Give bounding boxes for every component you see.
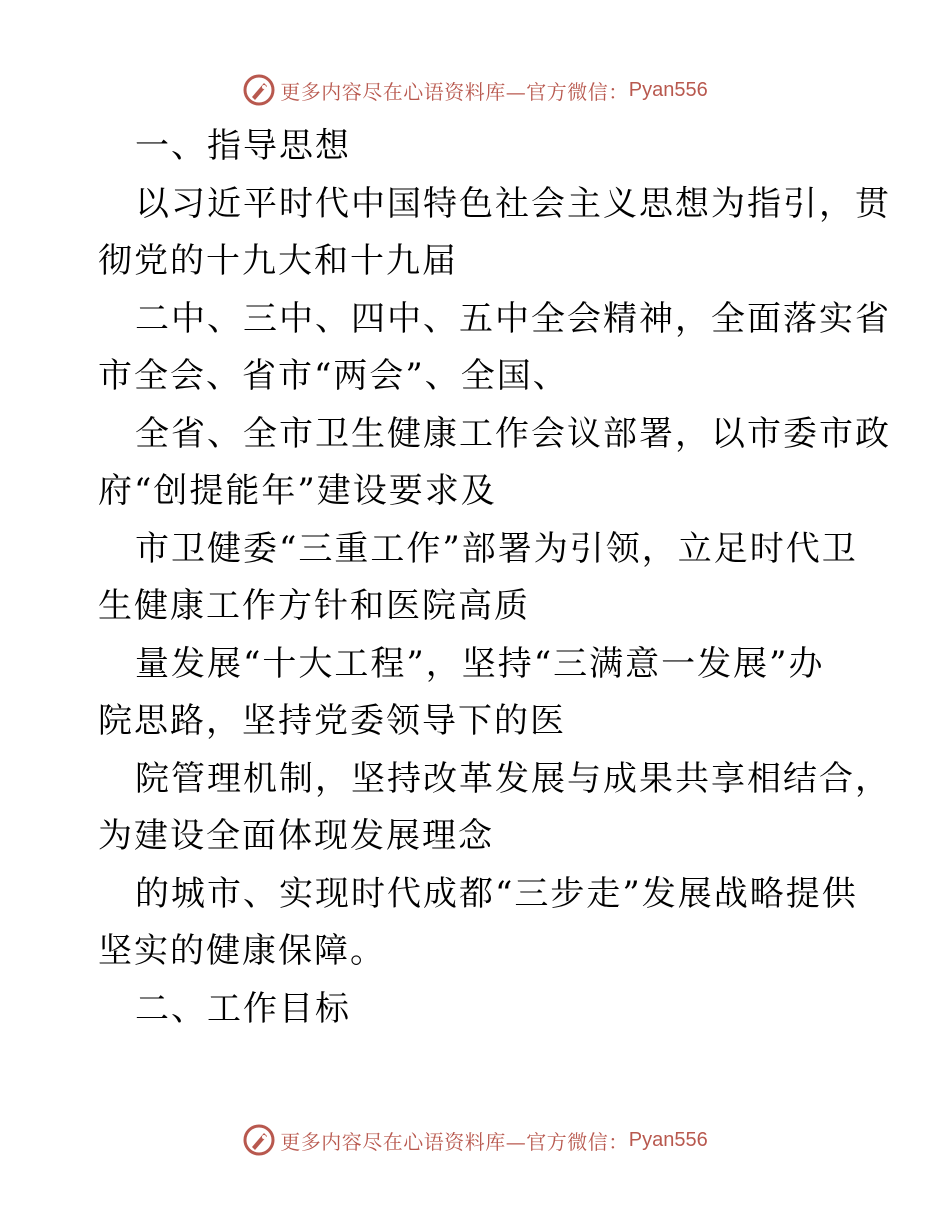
paragraph-line: 府“创提能年”建设要求及 [98,471,497,511]
paragraph-line: 以习近平时代中国特色社会主义思想为指引，贯 [135,183,891,224]
paragraph-line: 院管理机制，坚持改革发展与成果共享相结合， [135,758,891,799]
paragraph-line: 量发展“十大工程”，坚持“三满意一发展”办 [135,643,825,684]
paragraph-line: 生健康工作方针和医院高质 [98,586,530,626]
paragraph-line: 院思路，坚持党委领导下的医 [98,701,566,741]
paragraph-line: 为建设全面体现发展理念 [98,816,494,856]
watermark-wechat-id: Pyan556 [628,78,708,101]
pen-nib-logo-icon [242,1123,276,1157]
paragraph-line: 市卫健委“三重工作”部署为引领，立足时代卫 [135,528,858,569]
watermark-text: 更多内容尽在心语资料库—官方微信： [280,79,629,104]
section-heading: 二、工作目标 [135,988,351,1029]
paragraph-line: 彻党的十九大和十九届 [98,241,458,281]
footer-watermark [0,1120,950,1160]
paragraph-line: 市全会、省市“两会”、全国、 [98,356,569,396]
watermark-text: 更多内容尽在心语资料库—官方微信： [280,1129,629,1154]
paragraph-line: 二中、三中、四中、五中全会精神，全面落实省 [135,298,891,339]
pen-nib-logo-icon [242,73,276,107]
watermark-wechat-id: Pyan556 [628,1128,708,1151]
section-heading: 一、指导思想 [135,126,351,166]
paragraph-line: 坚实的健康保障。 [98,931,386,971]
document-body [98,118,891,1038]
paragraph-line: 全省、全市卫生健康工作会议部署，以市委市政 [135,413,891,454]
header-watermark [0,70,950,110]
paragraph-line: 的城市、实现时代成都“三步走”发展战略提供 [135,873,858,914]
